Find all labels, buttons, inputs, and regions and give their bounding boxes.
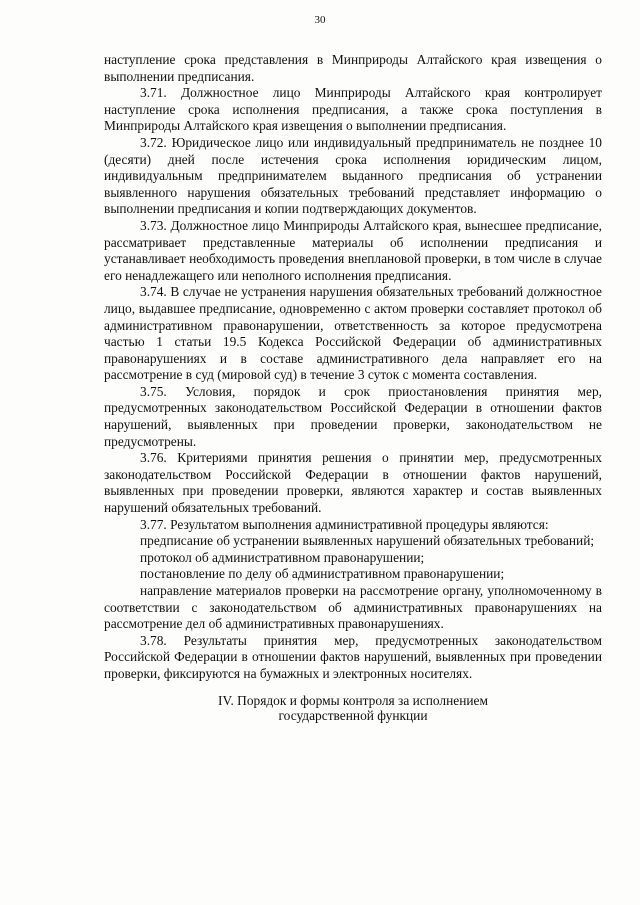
paragraph-3-74: 3.74. В случае не устранения нарушения обязательных требований должностное лицо, выдавшее предписание, одновременно с актом проверки составляет протокол об административном правонарушении, ответственность за которое предусмотрена частью 1 статьи 19.5 Кодекса Российской Федерации об административных правонарушениях и в составе административного дела направляет его на рассмотрение в суд (мировой суд) в течение 3 суток с момента составления.	[104, 284, 602, 383]
result-item-order: предписание об устранении выявленных нарушений обязательных требований;	[140, 533, 595, 549]
paragraph-continuation: наступление срока представления в Минприроды Алтайского края извещения о выполнении предписания.	[104, 52, 602, 84]
paragraph-3-77: 3.77. Результатом выполнения административной процедуры являются:	[140, 516, 549, 532]
paragraph-3-73: 3.73. Должностное лицо Минприроды Алтайского края, вынесшее предписание, рассматривает представленные материалы об исполнении предписания и устанавливает необходимость проведения внеплановой проверки, в том числе в случае его ненадлежащего или неполного исполнения предписания.	[104, 217, 602, 283]
section-heading-line-2: государственной функции	[278, 707, 428, 723]
paragraph-3-75: 3.75. Условия, порядок и срок приостановления принятия мер, предусмотренных законодательством Российской Федерации в отношении фактов нарушений, выявленных при проведении проверки, законодательством не предусмотрены.	[104, 383, 602, 449]
paragraph-3-71: 3.71. Должностное лицо Минприроды Алтайского края контролирует наступление срока исполнения предписания, а также срока поступления в Минприроды Алтайского края извещения о выполнении предписания.	[104, 85, 602, 134]
result-item-protocol: протокол об административном правонарушении;	[140, 549, 425, 565]
page-number: 30	[314, 14, 326, 26]
section-heading	[104, 693, 602, 723]
result-item-referral: направление материалов проверки на рассмотрение органу, уполномоченному в соответствии с законодательством об административных правонарушениях на рассмотрение дел об административных правонарушениях.	[104, 583, 602, 632]
section-heading-line-1: IV. Порядок и формы контроля за исполнением	[218, 692, 488, 708]
paragraph-3-78: 3.78. Результаты принятия мер, предусмотренных законодательством Российской Федерации в отношении фактов нарушений, выявленных при проведении проверки, фиксируются на бумажных и электронных носителях.	[104, 632, 602, 681]
paragraph-3-76: 3.76. Критериями принятия решения о принятии мер, предусмотренных законодательством Российской Федерации в отношении фактов нарушений, выявленных при проведении проверки, являются характер и состав выявленных нарушений обязательных требований.	[104, 450, 602, 516]
paragraph-3-72: 3.72. Юридическое лицо или индивидуальный предприниматель не позднее 10 (десяти) дней после истечения срока исполнения юридическим лицом, индивидуальным предпринимателем выданного предписания об устранении выявленного нарушения обязательных требований представляет информацию о выполнении предписания и копии подтверждающих документов.	[104, 134, 602, 217]
result-item-decision: постановление по делу об административном правонарушении;	[140, 566, 505, 582]
document-body	[104, 52, 602, 723]
